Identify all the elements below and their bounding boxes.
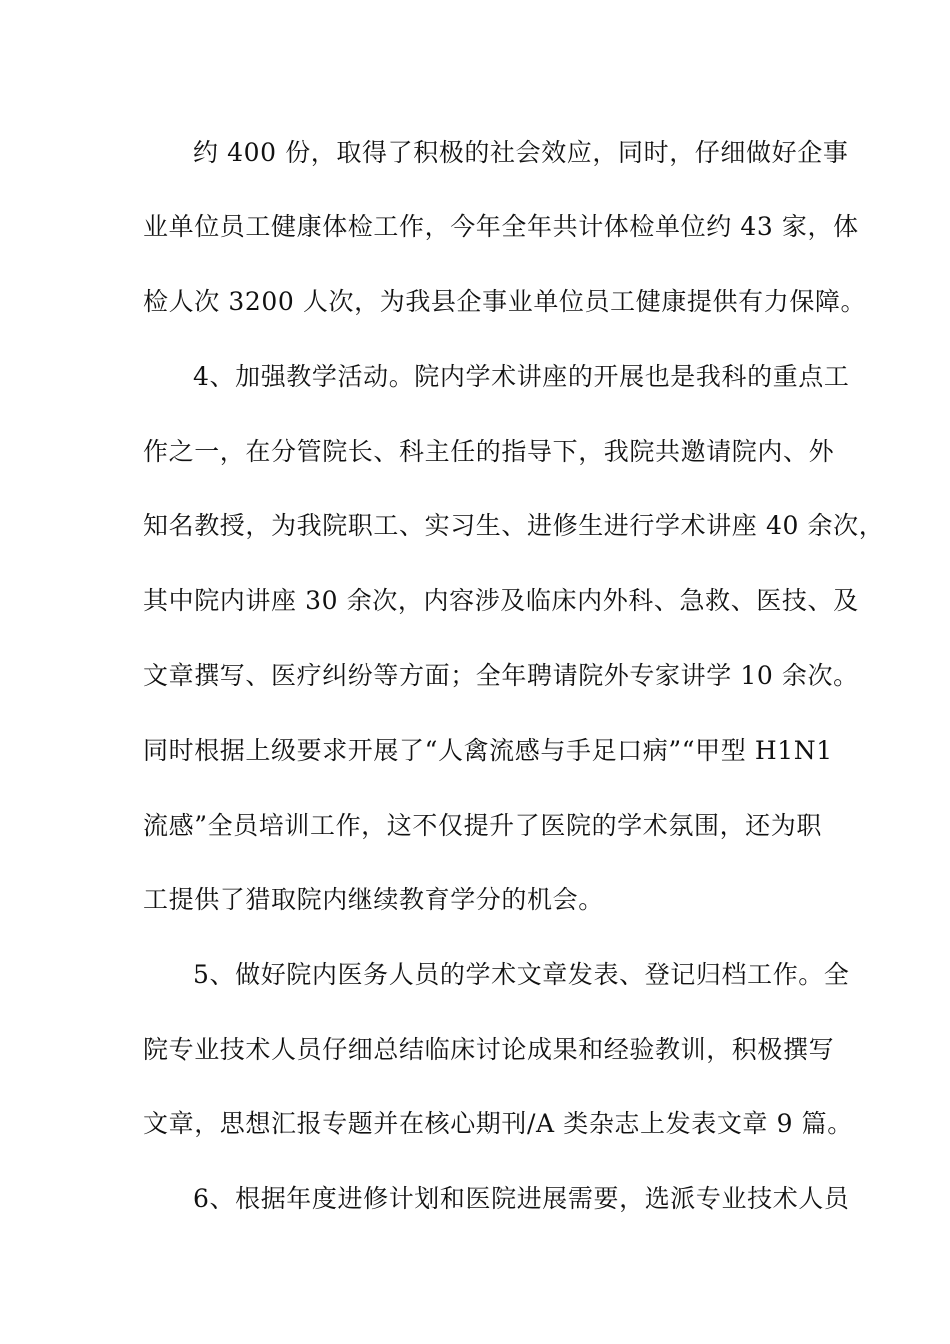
text-line: 知名教授，为我院职工、实习生、进修生进行学术讲座 40 余次，: [143, 511, 885, 540]
text-line: 5、做好院内医务人员的学术文章发表、登记归档工作。全: [193, 960, 850, 989]
text-line: 同时根据上级要求开展了“人禽流感与手足口病”“甲型 H1N1: [143, 736, 833, 765]
text-line: 业单位员工健康体检工作，今年全年共计体检单位约 43 家，体: [143, 212, 859, 241]
text-line: 约 400 份，取得了积极的社会效应，同时，仔细做好企事: [193, 138, 849, 167]
text-line: 工提供了猎取院内继续教育学分的机会。: [143, 885, 604, 914]
text-line: 其中院内讲座 30 余次，内容涉及临床内外科、急救、医技、及: [143, 586, 859, 615]
text-line: 文章撰写、医疗纠纷等方面；全年聘请院外专家讲学 10 余次。: [143, 661, 859, 690]
text-line: 6、根据年度进修计划和医院进展需要，选派专业技术人员: [193, 1184, 850, 1213]
text-line: 文章，思想汇报专题并在核心期刊/A 类杂志上发表文章 9 篇。: [143, 1109, 853, 1138]
text-line: 检人次 3200 人次，为我县企事业单位员工健康提供有力保障。: [143, 287, 867, 316]
text-line: 流感”全员培训工作，这不仅提升了医院的学术氛围，还为职: [143, 811, 822, 840]
text-line: 4、加强教学活动。院内学术讲座的开展也是我科的重点工: [193, 362, 850, 391]
text-line: 院专业技术人员仔细总结临床讨论成果和经验教训，积极撰写: [143, 1035, 835, 1064]
text-line: 作之一，在分管院长、科主任的指导下，我院共邀请院内、外: [143, 437, 835, 466]
